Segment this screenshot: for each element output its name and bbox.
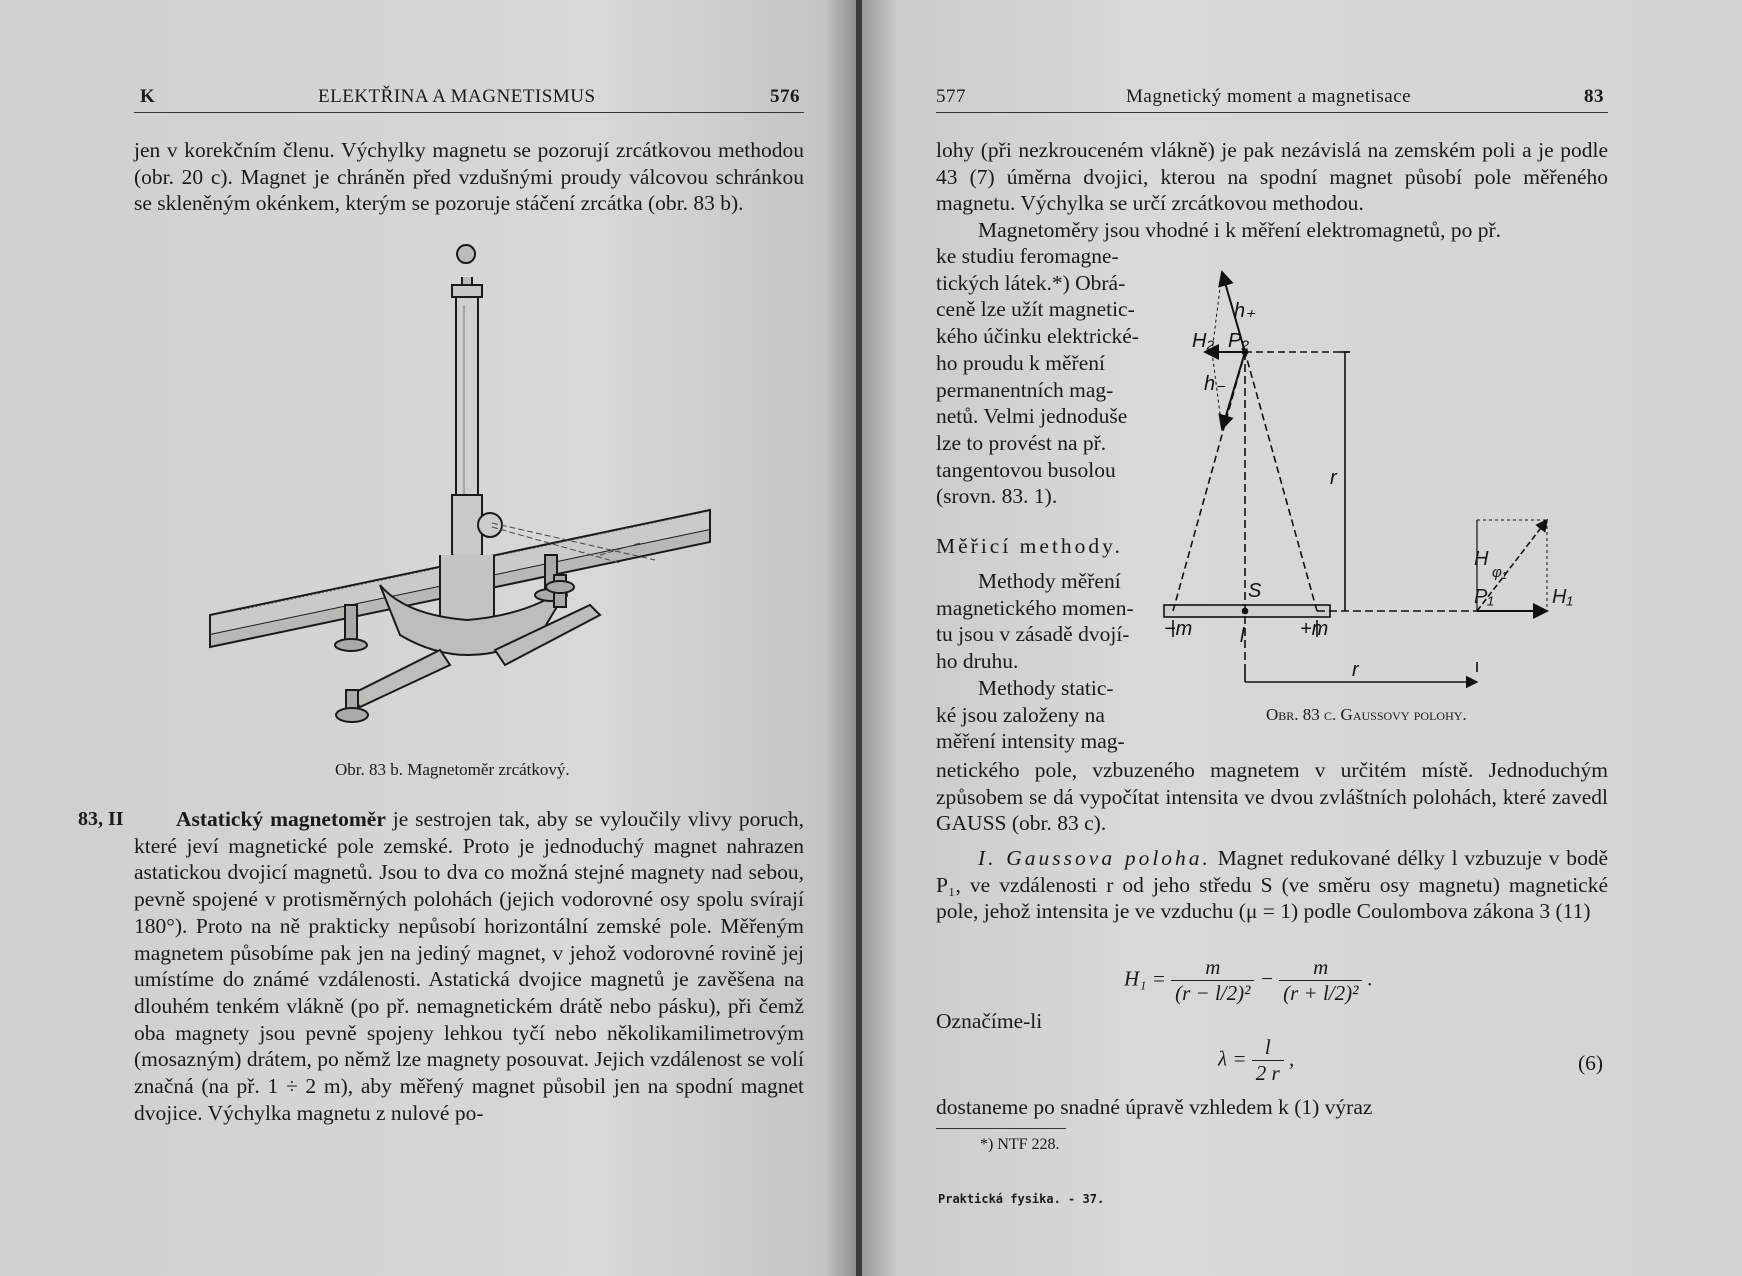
paragraph <box>936 845 1608 925</box>
figure-caption: Obr. 83 b. Magnetoměr zrcátkový. <box>335 760 570 779</box>
header-title: ELEKTŘINA A MAGNETISMUS <box>318 86 596 107</box>
header-page-number: 577 <box>936 86 966 107</box>
equation-H1: H₁ = $\frac{m}{\text{(r − l/2)²}}$ − $\frac{m}{\text{(r + l/2)²}}$ . <box>1124 955 1373 1005</box>
header-letter: K <box>140 86 156 107</box>
label-plus-m: +m <box>1300 618 1329 640</box>
label-S: S <box>1248 580 1262 602</box>
magnetometer-figure <box>200 255 740 735</box>
header-title: Magnetický moment a magnetisace <box>1126 86 1412 107</box>
left-page <box>0 0 858 1276</box>
label-H: H <box>1474 548 1489 570</box>
text-line: dostaneme po snadné úpravě vzhledem k (1) výraz <box>936 1095 1373 1119</box>
paragraph: jen v korekčním členu. Výchylky magnetu se pozorují zrcátkovou methodou (obr. 20 c). Magnet je chráněn před vzdušnými proudy válcovou schránkou se skleněným okénkem, kterým se pozoruje stáčení zrcátka (obr. 83 b). <box>134 138 804 216</box>
section-heading: Astatický magnetoměr <box>176 807 386 831</box>
equation-number: (6) <box>1578 1051 1604 1075</box>
paragraph-text: Magnet redukované délky l vzbuzuje v bodě P₁, ve vzdálenosti r od jeho středu S (ve směru osy magnetu) magnetické pole, jehož intensita je ve vzduchu (μ = 1) podle Coulombova zákona 3 (11) <box>936 846 1609 924</box>
paragraph: Magnetoměry jsou vhodné i k měření elektromagnetů, po př. <box>978 218 1502 242</box>
paragraph: netického pole, vzbuzeného magnetem v určitém místě. Jednoduchým způsobem se dá vypočítat intensita ve dvou zvláštních polohách, které zavedl GAUSS (obr. 83 c). <box>936 758 1608 836</box>
label-P1: P₁ <box>1474 586 1494 608</box>
header-rule <box>134 112 804 113</box>
label-h-plus: h₊ <box>1234 300 1256 322</box>
paragraph: lohy (při nezkrouceném vlákně) je pak nezávislá na zemském poli a je podle 43 (7) úměrna dvojici, kterou na spodní magnet působí pole měřeného magnetu. Výchylka se určí zrcátkovou methodou. <box>936 138 1608 216</box>
label-r-vertical: r <box>1330 467 1337 489</box>
label-phi: φ₁ <box>1492 564 1507 581</box>
header-section-number: 83 <box>1584 86 1604 107</box>
paragraph <box>134 806 804 1126</box>
printer-note: Praktická fysika. - 37. <box>938 1192 1105 1206</box>
methods-heading: Měřicí methody. <box>936 534 1123 558</box>
label-P2: P₂ <box>1228 330 1249 352</box>
header-page-number: 576 <box>770 86 800 107</box>
right-page <box>862 0 1742 1276</box>
section-marker: 83, II <box>78 808 124 830</box>
footnote: *) NTF 228. <box>980 1136 1060 1153</box>
label-l: l <box>1240 625 1245 647</box>
footnote-rule <box>936 1128 1066 1129</box>
label-H1: H₁ <box>1552 586 1573 608</box>
figure-caption: Obr. 83 c. Gaussovy polohy. <box>1266 705 1467 724</box>
label-h-minus: h₋ <box>1204 373 1226 395</box>
equation-lambda: λ = $\frac{l}{2 r}$ , <box>1218 1035 1295 1085</box>
label-minus-m: −m <box>1164 618 1193 640</box>
column-text: ke studiu feromagne- tických látek.*) Obrá- ceně lze užít magnetic- kého účinku elektrické- ho proudu k měření permanentních mag- netů. Velmi jednoduše lze to provést na př. tangentovou busolou (srovn. 83. 1). <box>936 244 1139 509</box>
label-H2: H₂ <box>1192 330 1215 352</box>
label-r-horizontal: r <box>1352 659 1359 681</box>
gauss-heading: I. Gaussova poloha. <box>978 846 1211 870</box>
paragraph-text: je sestrojen tak, aby se vyloučily vlivy poruch, které jeví magnetické pole zemské. Proto je jednoduchý magnet nahrazen astatickou dvojicí magnetů. Jsou to dva co možná stejné magnety nad sebou, pevně spojené v protisměrných polohách (jejich vodorovné osy spolu svírají 180°). Proto na ně prakticky nepůsobí horizontální zemské pole. Měřeným magnetem působíme pak jen na jediný magnet, v jehož vodorovné rovině jej umístíme do známé vzdálenosti. Astatická dvojice magnetů je zavěšena na dlouhém tenkém vlákně (po př. nemagnetickém drátě nebo pásku), při čemž oba magnety jsou pevně spojeny lehkou tyčí nebo několikamilimetrovým (mosazným) drátem, po němž lze magnety posouvat. Jejich vzdálenost se volí značná (na př. 1 ÷ 2 m), aby měřený magnet působil jen na spodní magnet dvojice. Výchylka magnetu z nulové po- <box>134 807 804 1125</box>
header-rule <box>936 112 1608 113</box>
text-line: Označíme-li <box>936 1009 1043 1033</box>
gauss-positions-diagram <box>1164 262 1492 687</box>
methods-text: Methody měření magnetického momen- tu jsou v zásadě dvojí- ho druhu. Methody static- ké jsou založeny na měření intensity mag- <box>936 569 1134 754</box>
